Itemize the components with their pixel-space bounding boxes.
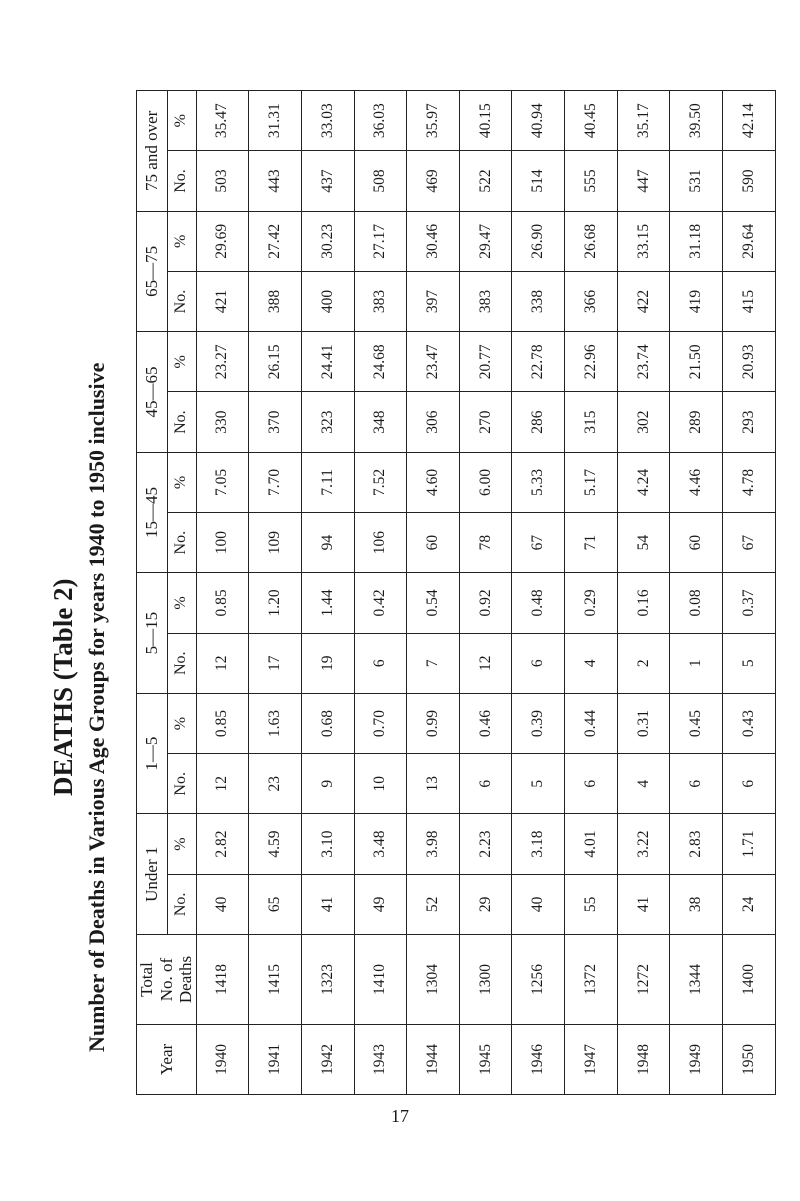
percent-cell: 0.39 <box>512 693 565 753</box>
table-row <box>459 91 512 1095</box>
count-cell: 49 <box>354 874 407 934</box>
header-total-line3: Deaths <box>176 955 196 1004</box>
total-deaths-cell: 1415 <box>249 935 302 1025</box>
percent-cell: 5.33 <box>512 452 565 512</box>
header-percent: % <box>167 91 196 151</box>
percent-cell: 23.74 <box>617 332 670 392</box>
year-cell: 1949 <box>670 1025 723 1095</box>
percent-cell: 40.45 <box>565 91 618 151</box>
percent-cell: 20.93 <box>723 332 776 392</box>
year-cell: 1942 <box>301 1025 354 1095</box>
percent-cell: 3.22 <box>617 814 670 874</box>
header-group: Under 1 <box>137 814 168 935</box>
percent-cell: 30.46 <box>407 211 460 271</box>
count-cell: 1 <box>670 633 723 693</box>
percent-cell: 3.98 <box>407 814 460 874</box>
count-cell: 40 <box>512 874 565 934</box>
percent-cell: 0.08 <box>670 573 723 633</box>
count-cell: 447 <box>617 151 670 211</box>
percent-cell: 40.15 <box>459 91 512 151</box>
header-total-line2: No. of <box>156 957 176 1002</box>
percent-cell: 1.63 <box>249 693 302 753</box>
count-cell: 422 <box>617 271 670 331</box>
count-cell: 421 <box>196 271 249 331</box>
percent-cell: 0.48 <box>512 573 565 633</box>
count-cell: 508 <box>354 151 407 211</box>
count-cell: 323 <box>301 392 354 452</box>
table-row <box>407 91 460 1095</box>
percent-cell: 7.52 <box>354 452 407 512</box>
percent-cell: 23.47 <box>407 332 460 392</box>
percent-cell: 21.50 <box>670 332 723 392</box>
percent-cell: 0.46 <box>459 693 512 753</box>
count-cell: 383 <box>354 271 407 331</box>
header-group: 15—45 <box>137 452 168 573</box>
header-row-groups <box>137 91 168 1095</box>
percent-cell: 33.15 <box>617 211 670 271</box>
table-row <box>723 91 776 1095</box>
year-cell: 1947 <box>565 1025 618 1095</box>
percent-cell: 24.68 <box>354 332 407 392</box>
percent-cell: 35.17 <box>617 91 670 151</box>
header-percent: % <box>167 452 196 512</box>
count-cell: 5 <box>723 633 776 693</box>
percent-cell: 26.68 <box>565 211 618 271</box>
percent-cell: 26.90 <box>512 211 565 271</box>
count-cell: 531 <box>670 151 723 211</box>
percent-cell: 24.41 <box>301 332 354 392</box>
header-no: No. <box>167 513 196 573</box>
percent-cell: 29.69 <box>196 211 249 271</box>
total-deaths-cell: 1418 <box>196 935 249 1025</box>
count-cell: 19 <box>301 633 354 693</box>
page-title: DEATHS (Table 2) <box>48 578 78 796</box>
percent-cell: 0.70 <box>354 693 407 753</box>
deaths-table-wrapper <box>136 90 756 1095</box>
percent-cell: 31.18 <box>670 211 723 271</box>
percent-cell: 29.47 <box>459 211 512 271</box>
total-deaths-cell: 1323 <box>301 935 354 1025</box>
header-year: Year <box>137 1025 197 1095</box>
page-subtitle: Number of Deaths in Various Age Groups for years 1940 to 1950 inclusive <box>84 362 109 1052</box>
header-percent: % <box>167 332 196 392</box>
percent-cell: 4.01 <box>565 814 618 874</box>
header-no: No. <box>167 392 196 452</box>
percent-cell: 35.47 <box>196 91 249 151</box>
count-cell: 388 <box>249 271 302 331</box>
year-cell: 1948 <box>617 1025 670 1095</box>
header-no: No. <box>167 633 196 693</box>
page-number: 17 <box>391 1106 409 1126</box>
count-cell: 9 <box>301 754 354 814</box>
count-cell: 67 <box>723 513 776 573</box>
percent-cell: 3.48 <box>354 814 407 874</box>
header-no: No. <box>167 754 196 814</box>
count-cell: 469 <box>407 151 460 211</box>
year-cell: 1946 <box>512 1025 565 1095</box>
count-cell: 55 <box>565 874 618 934</box>
count-cell: 78 <box>459 513 512 573</box>
count-cell: 106 <box>354 513 407 573</box>
percent-cell: 0.16 <box>617 573 670 633</box>
percent-cell: 0.31 <box>617 693 670 753</box>
count-cell: 383 <box>459 271 512 331</box>
year-cell: 1950 <box>723 1025 776 1095</box>
deaths-table <box>136 90 776 1095</box>
count-cell: 4 <box>565 633 618 693</box>
count-cell: 109 <box>249 513 302 573</box>
percent-cell: 35.97 <box>407 91 460 151</box>
header-total <box>137 935 197 1025</box>
table-row <box>565 91 618 1095</box>
table-row <box>301 91 354 1095</box>
percent-cell: 33.03 <box>301 91 354 151</box>
percent-cell: 0.99 <box>407 693 460 753</box>
percent-cell: 4.78 <box>723 452 776 512</box>
percent-cell: 7.05 <box>196 452 249 512</box>
table-row <box>617 91 670 1095</box>
percent-cell: 29.64 <box>723 211 776 271</box>
count-cell: 397 <box>407 271 460 331</box>
percent-cell: 0.54 <box>407 573 460 633</box>
count-cell: 286 <box>512 392 565 452</box>
percent-cell: 0.45 <box>670 693 723 753</box>
count-cell: 590 <box>723 151 776 211</box>
table-row <box>670 91 723 1095</box>
count-cell: 419 <box>670 271 723 331</box>
count-cell: 94 <box>301 513 354 573</box>
count-cell: 40 <box>196 874 249 934</box>
year-cell: 1944 <box>407 1025 460 1095</box>
percent-cell: 31.31 <box>249 91 302 151</box>
percent-cell: 2.82 <box>196 814 249 874</box>
count-cell: 5 <box>512 754 565 814</box>
count-cell: 65 <box>249 874 302 934</box>
percent-cell: 36.03 <box>354 91 407 151</box>
header-percent: % <box>167 814 196 874</box>
count-cell: 338 <box>512 271 565 331</box>
count-cell: 6 <box>512 633 565 693</box>
table-row <box>512 91 565 1095</box>
percent-cell: 22.96 <box>565 332 618 392</box>
count-cell: 306 <box>407 392 460 452</box>
total-deaths-cell: 1304 <box>407 935 460 1025</box>
percent-cell: 0.44 <box>565 693 618 753</box>
count-cell: 41 <box>617 874 670 934</box>
count-cell: 38 <box>670 874 723 934</box>
year-cell: 1940 <box>196 1025 249 1095</box>
count-cell: 289 <box>670 392 723 452</box>
count-cell: 6 <box>354 633 407 693</box>
count-cell: 12 <box>196 633 249 693</box>
table-body <box>196 91 775 1095</box>
percent-cell: 4.60 <box>407 452 460 512</box>
header-group: 5—15 <box>137 573 168 694</box>
count-cell: 302 <box>617 392 670 452</box>
percent-cell: 4.46 <box>670 452 723 512</box>
table-row <box>354 91 407 1095</box>
percent-cell: 6.00 <box>459 452 512 512</box>
total-deaths-cell: 1344 <box>670 935 723 1025</box>
percent-cell: 30.23 <box>301 211 354 271</box>
percent-cell: 0.85 <box>196 693 249 753</box>
count-cell: 6 <box>723 754 776 814</box>
count-cell: 67 <box>512 513 565 573</box>
count-cell: 514 <box>512 151 565 211</box>
count-cell: 415 <box>723 271 776 331</box>
percent-cell: 1.71 <box>723 814 776 874</box>
count-cell: 13 <box>407 754 460 814</box>
header-group: 45—65 <box>137 332 168 453</box>
percent-cell: 40.94 <box>512 91 565 151</box>
percent-cell: 2.23 <box>459 814 512 874</box>
header-percent: % <box>167 573 196 633</box>
percent-cell: 7.70 <box>249 452 302 512</box>
percent-cell: 4.59 <box>249 814 302 874</box>
percent-cell: 22.78 <box>512 332 565 392</box>
year-cell: 1941 <box>249 1025 302 1095</box>
count-cell: 400 <box>301 271 354 331</box>
percent-cell: 0.85 <box>196 573 249 633</box>
percent-cell: 42.14 <box>723 91 776 151</box>
percent-cell: 26.15 <box>249 332 302 392</box>
count-cell: 366 <box>565 271 618 331</box>
count-cell: 6 <box>459 754 512 814</box>
percent-cell: 0.43 <box>723 693 776 753</box>
count-cell: 71 <box>565 513 618 573</box>
page-title-block <box>0 0 120 1150</box>
count-cell: 503 <box>196 151 249 211</box>
header-percent: % <box>167 211 196 271</box>
count-cell: 6 <box>670 754 723 814</box>
percent-cell: 0.92 <box>459 573 512 633</box>
percent-cell: 1.44 <box>301 573 354 633</box>
count-cell: 6 <box>565 754 618 814</box>
total-deaths-cell: 1300 <box>459 935 512 1025</box>
percent-cell: 1.20 <box>249 573 302 633</box>
percent-cell: 0.37 <box>723 573 776 633</box>
count-cell: 2 <box>617 633 670 693</box>
total-deaths-cell: 1372 <box>565 935 618 1025</box>
percent-cell: 39.50 <box>670 91 723 151</box>
count-cell: 330 <box>196 392 249 452</box>
header-no: No. <box>167 874 196 934</box>
percent-cell: 27.17 <box>354 211 407 271</box>
percent-cell: 4.24 <box>617 452 670 512</box>
count-cell: 60 <box>670 513 723 573</box>
count-cell: 10 <box>354 754 407 814</box>
count-cell: 437 <box>301 151 354 211</box>
percent-cell: 20.77 <box>459 332 512 392</box>
count-cell: 522 <box>459 151 512 211</box>
count-cell: 4 <box>617 754 670 814</box>
percent-cell: 2.83 <box>670 814 723 874</box>
count-cell: 12 <box>196 754 249 814</box>
count-cell: 443 <box>249 151 302 211</box>
total-deaths-cell: 1272 <box>617 935 670 1025</box>
count-cell: 370 <box>249 392 302 452</box>
year-cell: 1943 <box>354 1025 407 1095</box>
count-cell: 52 <box>407 874 460 934</box>
percent-cell: 23.27 <box>196 332 249 392</box>
percent-cell: 27.42 <box>249 211 302 271</box>
count-cell: 7 <box>407 633 460 693</box>
header-group: 1—5 <box>137 693 168 814</box>
count-cell: 17 <box>249 633 302 693</box>
header-no: No. <box>167 151 196 211</box>
count-cell: 12 <box>459 633 512 693</box>
percent-cell: 3.18 <box>512 814 565 874</box>
count-cell: 293 <box>723 392 776 452</box>
total-deaths-cell: 1256 <box>512 935 565 1025</box>
header-total-line1: Total <box>137 962 156 997</box>
percent-cell: 3.10 <box>301 814 354 874</box>
percent-cell: 0.68 <box>301 693 354 753</box>
count-cell: 348 <box>354 392 407 452</box>
count-cell: 100 <box>196 513 249 573</box>
percent-cell: 0.42 <box>354 573 407 633</box>
percent-cell: 5.17 <box>565 452 618 512</box>
percent-cell: 7.11 <box>301 452 354 512</box>
count-cell: 29 <box>459 874 512 934</box>
header-group: 75 and over <box>137 91 168 212</box>
count-cell: 41 <box>301 874 354 934</box>
count-cell: 24 <box>723 874 776 934</box>
header-no: No. <box>167 271 196 331</box>
header-percent: % <box>167 693 196 753</box>
count-cell: 555 <box>565 151 618 211</box>
count-cell: 270 <box>459 392 512 452</box>
table-row <box>196 91 249 1095</box>
count-cell: 60 <box>407 513 460 573</box>
count-cell: 315 <box>565 392 618 452</box>
count-cell: 54 <box>617 513 670 573</box>
total-deaths-cell: 1410 <box>354 935 407 1025</box>
percent-cell: 0.29 <box>565 573 618 633</box>
year-cell: 1945 <box>459 1025 512 1095</box>
table-row <box>249 91 302 1095</box>
count-cell: 23 <box>249 754 302 814</box>
total-deaths-cell: 1400 <box>723 935 776 1025</box>
header-group: 65—75 <box>137 211 168 332</box>
